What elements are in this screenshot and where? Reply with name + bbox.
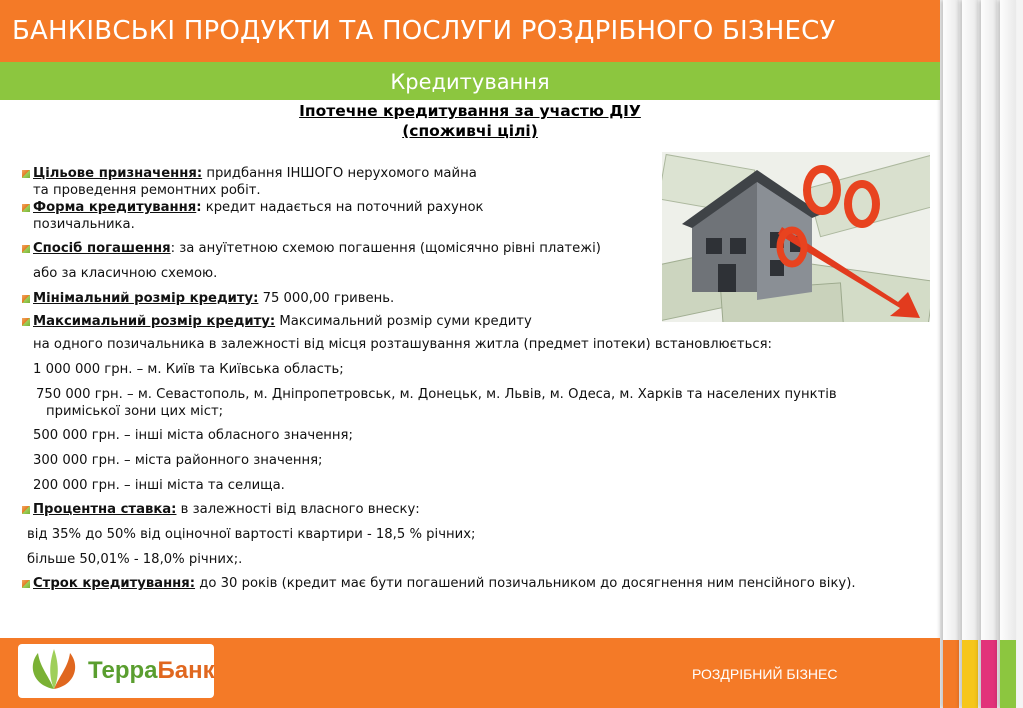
tier-item: 300 000 грн. – міста районного значення; xyxy=(33,453,323,468)
slide-heading xyxy=(0,101,940,141)
footer-bar xyxy=(0,638,940,708)
form-label: Форма кредитування xyxy=(33,200,197,215)
repayment-text: : за ануїтетною схемою погашення (щомісячно рівні платежі) xyxy=(170,241,601,256)
bank-name-part-2: Банк xyxy=(157,657,215,684)
purpose-continuation: та проведення ремонтних робіт. xyxy=(33,183,261,198)
tier-item: 200 000 грн. – інші міста та селища. xyxy=(33,478,285,493)
term-label: Строк кредитування: xyxy=(33,576,196,591)
rate-line-2: більше 50,01% - 18,0% річних;. xyxy=(27,552,243,567)
list-item-form xyxy=(22,199,896,216)
list-item-max-amount xyxy=(22,313,896,330)
list-item-rate xyxy=(22,501,896,518)
form-continuation: позичальника. xyxy=(33,217,135,232)
rate-text: в залежності від власного внеску: xyxy=(176,502,420,517)
list-item-term xyxy=(22,575,896,592)
rate-label: Процентна ставка: xyxy=(33,502,177,517)
tier-item: 1 000 000 грн. – м. Київ та Київська область; xyxy=(33,362,344,377)
list-item-repayment xyxy=(22,240,896,257)
repayment-continuation: або за класичною схемою. xyxy=(33,266,218,281)
leaf-logo-icon xyxy=(24,645,84,697)
form-colon: : xyxy=(196,200,202,215)
stripe-orange xyxy=(943,0,959,708)
min-amount-label: Мінімальний розмір кредиту: xyxy=(33,291,259,306)
stripe-pink xyxy=(981,0,997,708)
max-amount-continuation: на одного позичальника в залежності від місця розташування житла (предмет іпотеки) встановлюється: xyxy=(33,337,772,352)
purpose-text: придбання ІНШОГО нерухомого майна xyxy=(202,166,477,181)
footer-section-label: РОЗДРІБНИЙ БІЗНЕС xyxy=(692,666,838,682)
loan-terms xyxy=(22,164,896,592)
bank-name xyxy=(88,657,215,685)
rate-line-1: від 35% до 50% від оціночної вартості квартири - 18,5 % річних; xyxy=(27,527,476,542)
page-title: БАНКІВСЬКІ ПРОДУКТИ ТА ПОСЛУГИ РОЗДРІБНОГО БІЗНЕСУ xyxy=(12,16,836,46)
purpose-label: Цільове призначення: xyxy=(33,166,203,181)
section-title: Кредитування xyxy=(390,70,550,94)
stripe-yellow xyxy=(962,0,978,708)
bank-name-part-1: Терра xyxy=(88,657,158,684)
header-bar xyxy=(0,0,940,62)
section-bar xyxy=(0,62,940,100)
min-amount-text: 75 000,00 гривень. xyxy=(258,291,395,306)
tier-item: 750 000 грн. – м. Севастополь, м. Дніпропетровськ, м. Донецьк, м. Львів, м. Одеса, м. Харків та населених пунктів приміської зони цих міст; xyxy=(36,387,837,419)
terra-bank-logo xyxy=(18,644,214,698)
max-amount-text: Максимальний розмір суми кредиту xyxy=(275,314,532,329)
list-item-purpose xyxy=(22,165,896,182)
heading-line-2: (споживчі цілі) xyxy=(402,122,538,140)
form-text: кредит надається на поточний рахунок xyxy=(201,200,484,215)
tier-item: 500 000 грн. – інші міста обласного значення; xyxy=(33,428,353,443)
term-text: до 30 років (кредит має бути погашений позичальником до досягнення ним пенсійного віку). xyxy=(195,576,856,591)
heading-line-1: Іпотечне кредитування за участю ДІУ xyxy=(299,102,641,120)
decorative-stripes xyxy=(940,0,1023,708)
list-item-min-amount xyxy=(22,290,896,307)
repayment-label: Спосіб погашення xyxy=(33,241,171,256)
max-amount-label: Максимальний розмір кредиту: xyxy=(33,314,276,329)
stripe-green xyxy=(1000,0,1016,708)
